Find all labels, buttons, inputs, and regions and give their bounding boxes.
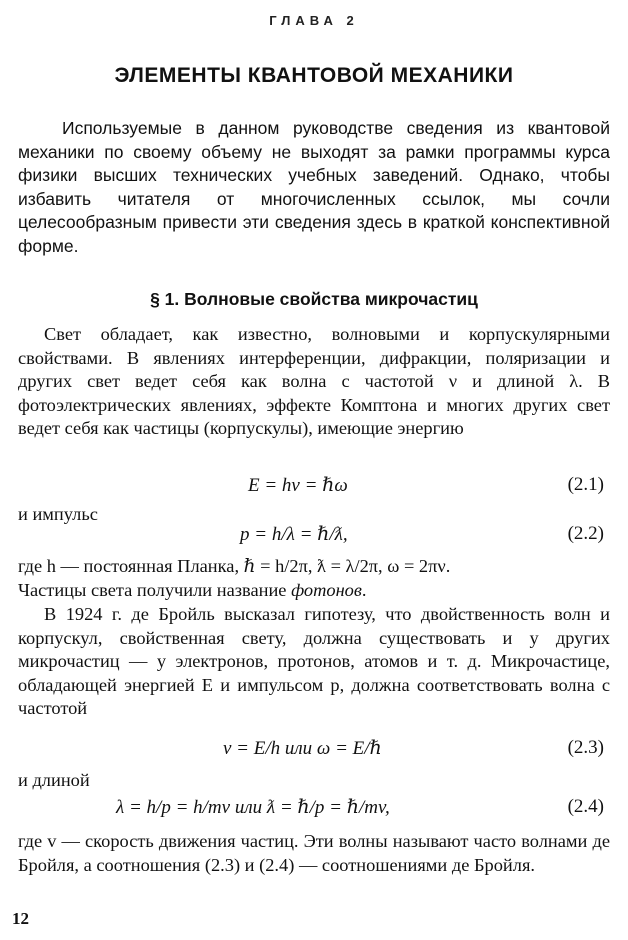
page-number: 12 [12,909,29,928]
equation-number: (2.1) [567,474,604,495]
equation-number: (2.2) [567,523,604,544]
lead-text-impulse: и импульс [18,504,98,524]
planck-line: где h — постоянная Планка, ℏ = h/2π, ƛ = λ/2π, ω = 2πν. [18,556,451,576]
equation-expression: ν = E/h или ω = E/ℏ [223,738,382,759]
equation-2-2 [18,523,610,549]
equation-2-1 [18,474,610,500]
equation-number: (2.3) [567,737,604,758]
equation-2-4 [18,796,610,822]
equation-expression: E = hν = ℏω [248,475,348,496]
planck-definition [18,555,610,602]
running-head: ГЛАВА 2 [269,13,359,28]
photon-term: фотонов [291,579,362,600]
photon-line-suffix: . [361,579,367,600]
equation-expression: λ = h/p = h/mv или ƛ = ℏ/p = ℏ/mv, [116,797,390,818]
equation-expression: p = h/λ = ℏ/ƛ, [240,524,348,545]
paragraph-de-broglie: В 1924 г. де Бройль высказал гипотезу, что двойственность волн и корпускул, свойственная свету, должна существовать и у других микрочастиц — у электронов, протонов, атомов и т. д. Микрочастице, обладающей энергией E и импульсом p, должна соответствовать волна с частотой [18,604,610,719]
paragraph-de-broglie-relations: где v — скорость движения частиц. Эти волны называют часто волнами де Бройля, а соотношения (2.3) и (2.4) — соотношениями де Бройля. [18,831,610,875]
paragraph-light-properties: Свет обладает, как известно, волновыми и корпускулярными свойствами. В явлениях интерференции, дифракции, поляризации и других свет ведет себя как волна с частотой ν и длиной λ. В фотоэлектрических явлениях, эффекте Комптона и многих других свет ведет себя как частицы (корпускулы), имеющие энергию [18,324,610,439]
section-title: § 1. Волновые свойства микрочастиц [150,289,478,309]
equation-2-3 [18,737,610,763]
lead-text-length: и длиной [18,770,90,790]
intro-paragraph: Используемые в данном руководстве сведения из квантовой механики по своему объему не выходят за рамки программы курса физики высших технических учебных заведений. Однако, чтобы избавить читателя от многочисленных ссылок, мы сочли целесообразным привести эти сведения здесь в краткой конспективной форме. [18,118,610,256]
equation-number: (2.4) [567,796,604,817]
photon-line-prefix: Частицы света получили название [18,579,292,600]
chapter-title: ЭЛЕМЕНТЫ КВАНТОВОЙ МЕХАНИКИ [114,64,514,87]
